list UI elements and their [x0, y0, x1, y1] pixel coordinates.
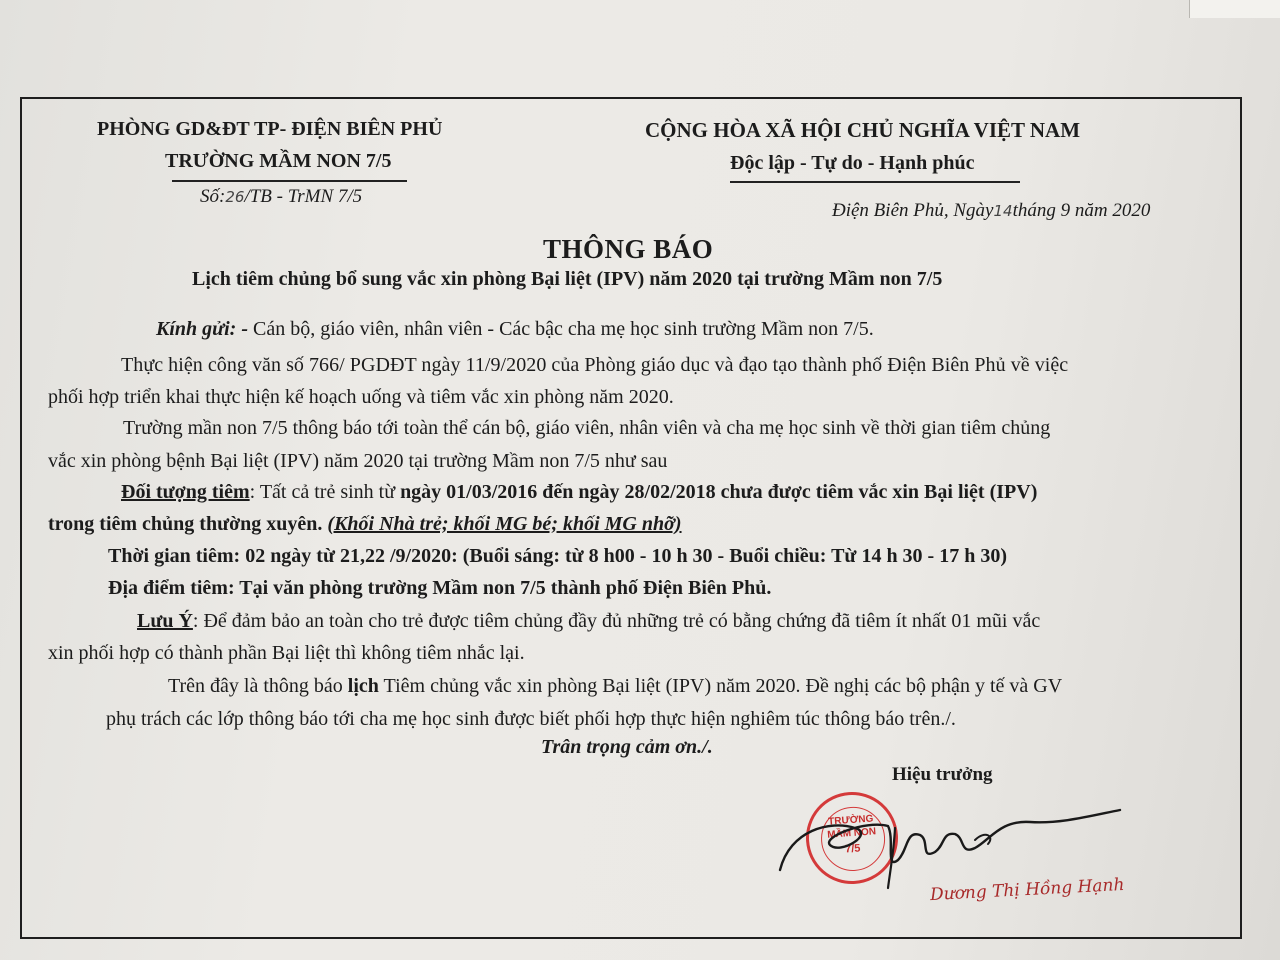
thanks-line: Trân trọng cảm ơn./.: [541, 736, 713, 758]
paragraph-2-line-2: vắc xin phòng bệnh Bại liệt (IPV) năm 2020 tại trường Mầm non 7/5 như sau: [48, 450, 668, 472]
closing-line-2: phụ trách các lớp thông báo tới cha mẹ học sinh được biết phối hợp thực hiện nghiêm túc thông báo trên./.: [106, 708, 956, 730]
stamp-line-2: MẦM NON: [826, 826, 877, 841]
closing-line-1: [168, 675, 1062, 698]
note-label: Lưu Ý: [137, 610, 193, 632]
closing-text-a: Trên đây là thông báo: [168, 675, 348, 697]
document-title: THÔNG BÁO: [543, 234, 714, 264]
recipient-label: Kính gửi: -: [156, 318, 249, 340]
nation-line-1: CỘNG HÒA XÃ HỘI CHỦ NGHĨA VIỆT NAM: [645, 118, 1081, 142]
ref-number-handwritten: 26: [225, 188, 245, 206]
stamp-line-3: 7/5: [844, 842, 861, 856]
target-group-label: Đối tượng tiêm: [121, 481, 250, 503]
target-group-classes: (Khối Nhà trẻ; khối MG bé; khối MG nhỡ): [327, 513, 682, 535]
vaccination-time: Thời gian tiêm: 02 ngày từ 21,22 /9/2020: (Buổi sáng: từ 8 h00 - 10 h 30 - Buổi chiều: Từ 14 h 30 - 17 h 30): [108, 545, 1008, 567]
document-subtitle: Lịch tiêm chủng bổ sung vắc xin phòng Bại liệt (IPV) năm 2020 tại trường Mầm non 7/5: [192, 268, 943, 290]
org-line-1: PHÒNG GD&ĐT TP- ĐIỆN BIÊN PHỦ: [97, 118, 443, 140]
date-day-handwritten: 14: [993, 202, 1013, 220]
signer-role: Hiệu trưởng: [892, 764, 993, 785]
closing-text-bold: lịch: [347, 675, 379, 697]
underlying-sheet-edge: [1189, 0, 1280, 18]
reference-number: [200, 186, 362, 208]
document-date: [832, 200, 1150, 222]
target-group-dates: ngày 01/03/2016 đến ngày 28/02/2018 chưa được tiêm vắc xin Bại liệt (IPV): [400, 481, 1038, 503]
ref-prefix: Số:: [200, 186, 226, 207]
target-group-lead: : Tất cả trẻ sinh từ: [249, 481, 401, 503]
paragraph-1-line-2: phối hợp triển khai thực hiện kế hoạch uống và tiêm vắc xin phòng năm 2020.: [48, 386, 674, 408]
paragraph-1-line-1: Thực hiện công văn số 766/ PGDĐT ngày 11/9/2020 của Phòng giáo dục và đạo tạo thành phố Điện Biên Phủ về việc: [121, 354, 1069, 376]
motto-underline: [730, 181, 1020, 183]
note-text: : Để đảm bảo an toàn cho trẻ được tiêm chủng đầy đủ những trẻ có bằng chứng đã tiêm ít nhất 01 mũi vắc: [192, 610, 1041, 632]
note-line-2: xin phối hợp có thành phần Bại liệt thì không tiêm nhắc lại.: [48, 642, 525, 664]
paragraph-2-line-1: Trường mần non 7/5 thông báo tới toàn thể cán bộ, giáo viên, nhân viên và cha mẹ học sinh về thời gian tiêm chủng: [123, 417, 1051, 439]
date-prefix: Điện Biên Phủ, Ngày: [832, 200, 994, 221]
vaccination-location: Địa điểm tiêm: Tại văn phòng trường Mầm non 7/5 thành phố Điện Biên Phủ.: [108, 577, 772, 599]
stamp-line-1: TRƯỜNG: [827, 813, 874, 828]
signer-name: Dương Thị Hồng Hạnh: [929, 874, 1125, 906]
note-line-1: [137, 610, 1040, 633]
target-group-routine: trong tiêm chủng thường xuyên.: [48, 513, 328, 535]
date-suffix: tháng 9 năm 2020: [1012, 200, 1151, 221]
target-group-line-2: [48, 513, 682, 536]
ref-suffix: /TB - TrMN 7/5: [244, 186, 363, 207]
org-line-2: TRƯỜNG MẦM NON 7/5: [165, 150, 392, 172]
recipient-text: Cán bộ, giáo viên, nhân viên - Các bậc cha mẹ học sinh trường Mầm non 7/5.: [248, 318, 874, 340]
recipient-line: [156, 318, 874, 341]
nation-motto: Độc lập - Tự do - Hạnh phúc: [730, 152, 975, 174]
target-group-line-1: [121, 481, 1037, 504]
org-underline: [172, 180, 407, 182]
closing-text-c: Tiêm chủng vắc xin phòng Bại liệt (IPV) năm 2020. Đề nghị các bộ phận y tế và GV: [378, 675, 1063, 697]
